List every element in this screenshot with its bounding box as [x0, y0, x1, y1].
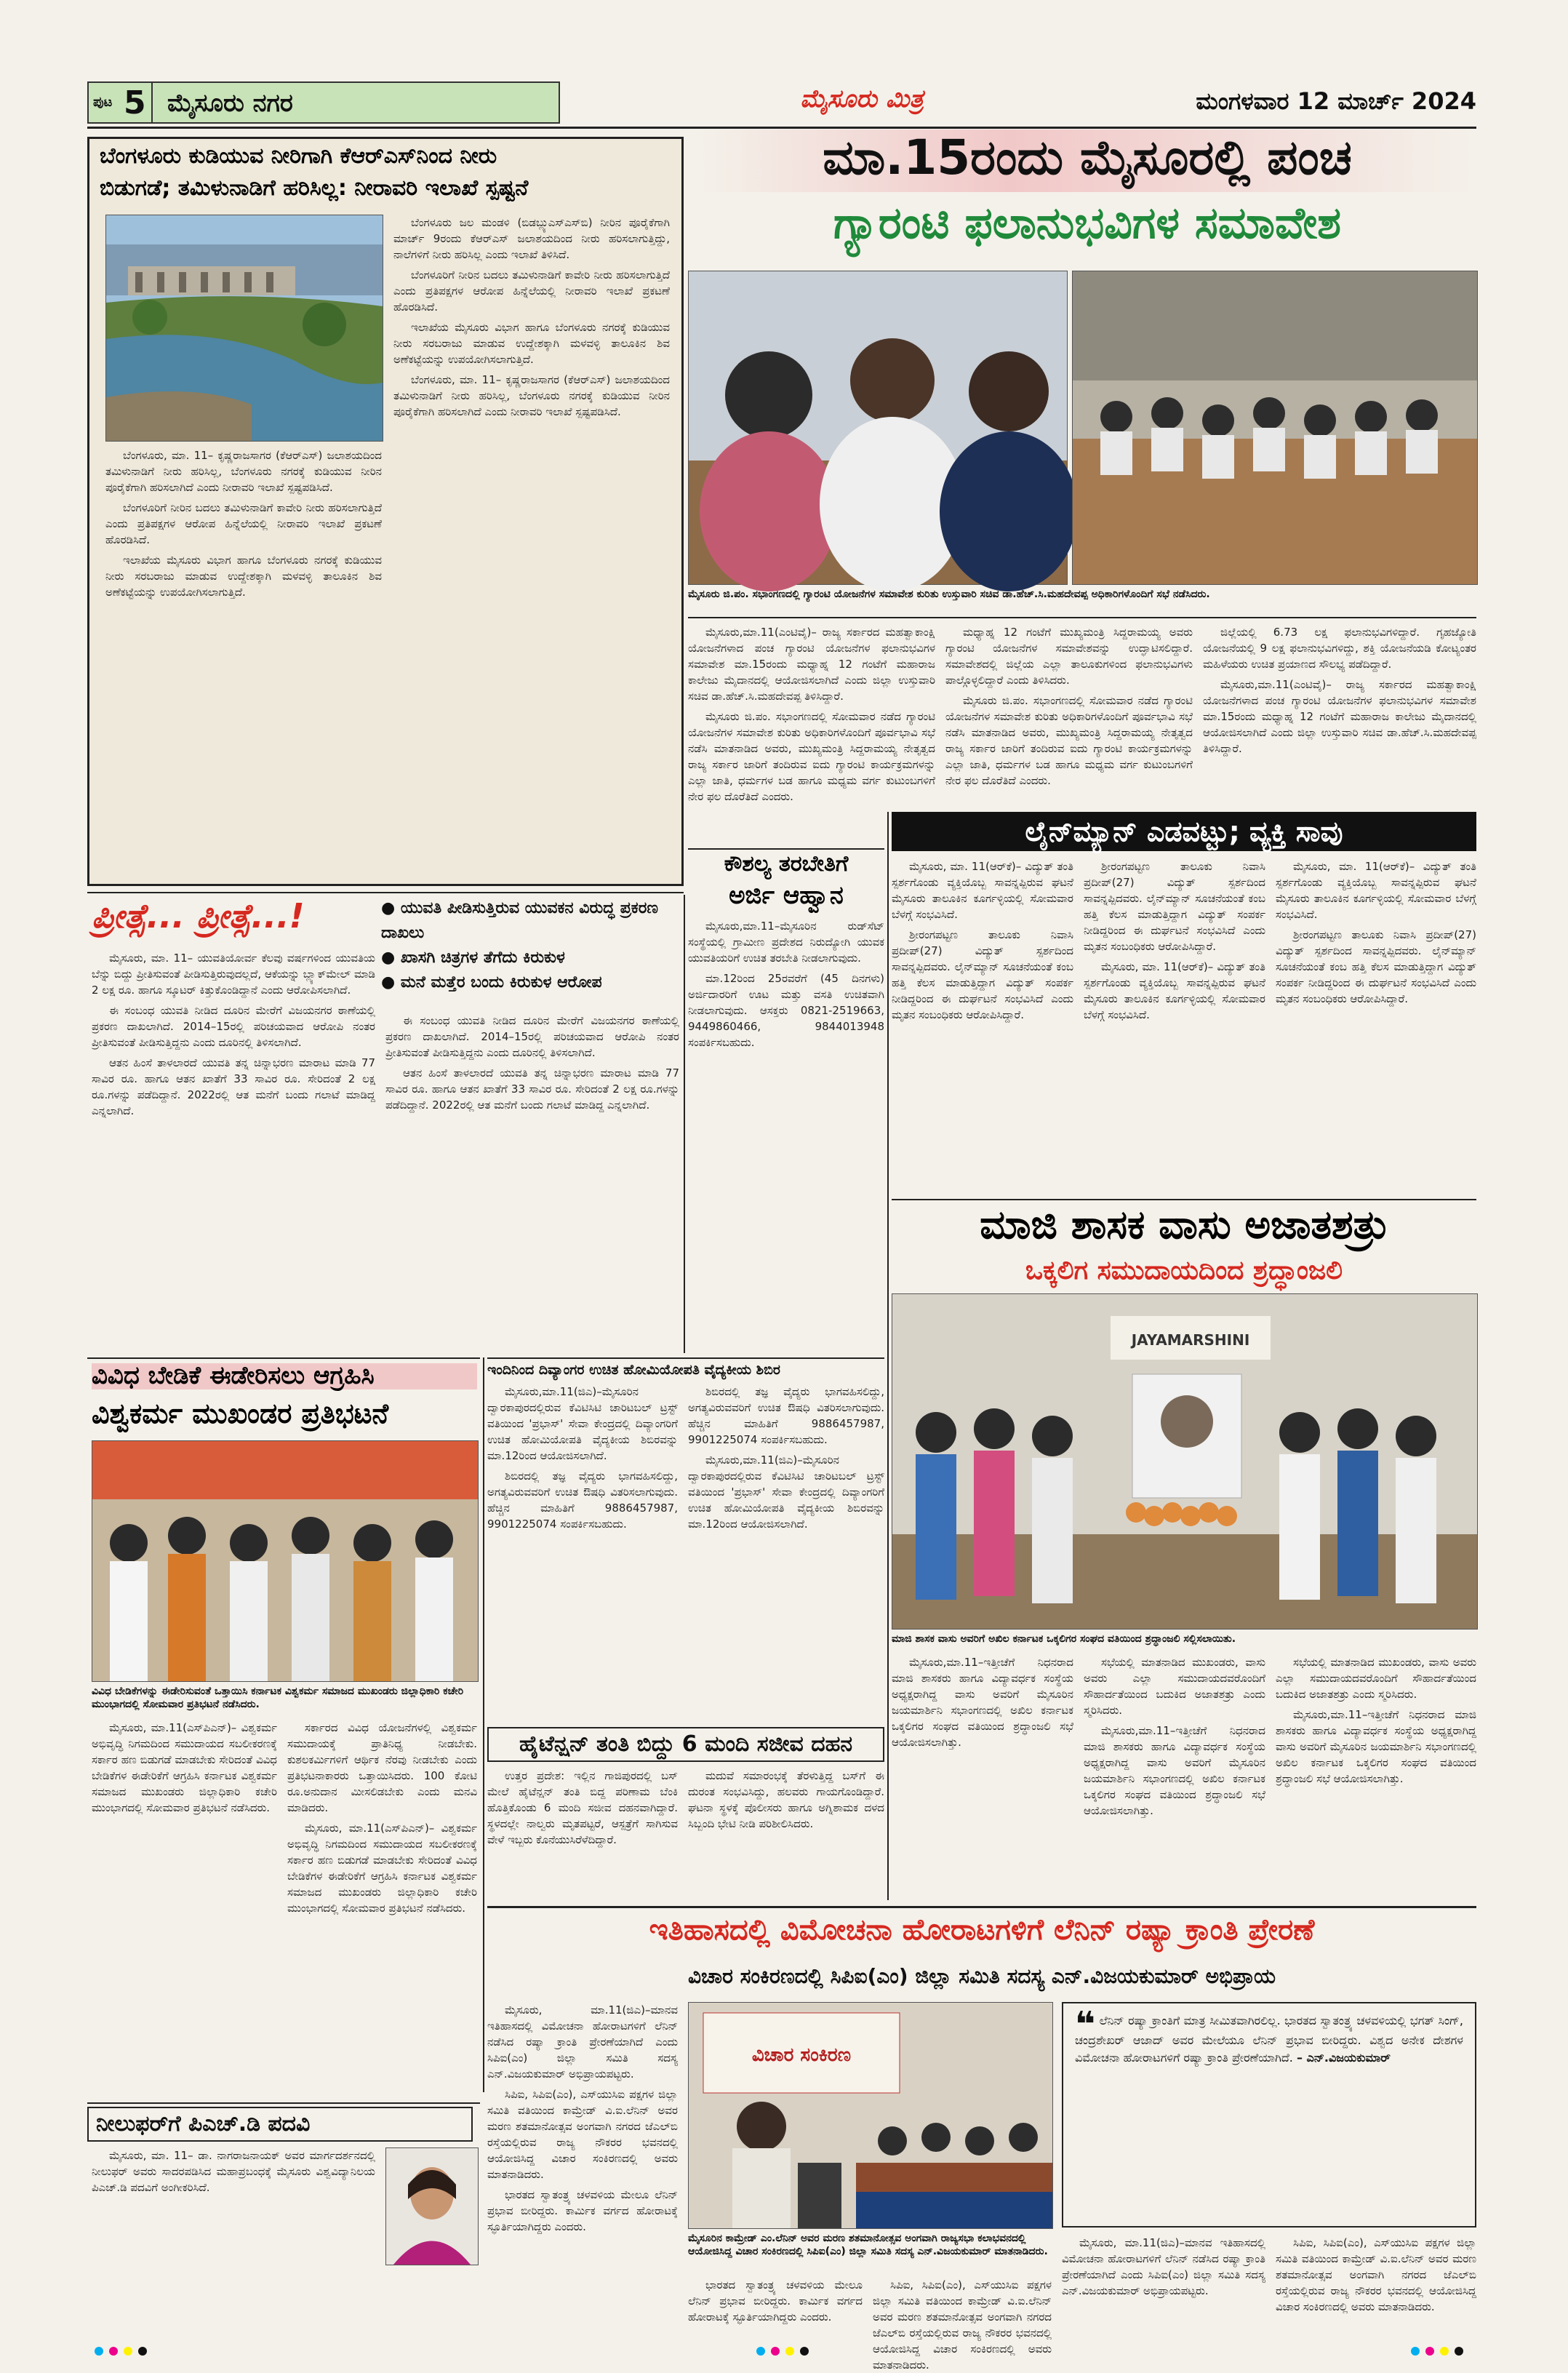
registration-mark-black — [800, 2347, 809, 2356]
header-rule — [87, 127, 1476, 129]
vishwakarma-headline-line1: ವಿವಿಧ ಬೇಡಿಕೆ ಈಡೇರಿಸಲು ಆಗ್ರಹಿಸಿ — [92, 1363, 477, 1389]
registration-mark-yellow — [785, 2347, 794, 2356]
phd-top-rule — [87, 2102, 480, 2104]
registration-mark-magenta — [1425, 2347, 1434, 2356]
hightension-headline-text: ಹೈಟೆನ್ಷನ್ ತಂತಿ ಬಿದ್ದು 6 ಮಂದಿ ಸಜೀವ ದಹನ — [519, 1731, 853, 1757]
vishwakarma-paragraph: ಮೈಸೂರು, ಮಾ.11(ಎಸ್‌ಪಿಎನ್)– ವಿಶ್ವಕರ್ಮ ಅಭಿವೃದ್ಧಿ ನಿಗಮದಿಂದ ಸಮುದಾಯದ ಸಬಲೀಕರಣಕ್ಕೆ ಸರ್ಕಾರ ಹಣ ಬಿಡುಗಡೆ ಮಾಡಬೇಕು ಸೇರಿದಂತೆ ವಿವಿಧ ಬೇಡಿಕೆಗಳ ಈಡೇರಿಕೆಗೆ ಆಗ್ರಹಿಸಿ ಕರ್ನಾಟಕ ವಿಶ್ವಕರ್ಮ ಸಮಾಜದ ಮುಖಂಡರು ಜಿಲ್ಲಾಧಿಕಾರಿ ಕಚೇರಿ ಮುಂಭಾಗದಲ್ಲಿ ಸೋಮವಾರ ಪ್ರತಿಭಟನೆ ನಡೆಸಿದರು. — [92, 1721, 277, 1814]
kaushalya-headline-line2: ಅರ್ಜಿ ಆಹ್ವಾನ — [729, 881, 844, 910]
homeo-paragraph: ಮೈಸೂರು,ಮಾ.11(ಜಿಎ)–ಮೈಸೂರಿನ ದ್ವಾರಕಾಪುರದಲ್ಲಿರುವ ಕೆವಿಟಿಸಿಟಿ ಚಾರಿಟಬಲ್ ಟ್ರಸ್ಟ್ ವತಿಯಿಂದ 'ಪ್ರಭಾಸ್' ಸೇವಾ ಕೇಂದ್ರದಲ್ಲಿ ದಿವ್ಯಾಂಗರಿಗೆ ಉಚಿತ ಹೋಮಿಯೋಪತಿ ವೈದ್ಯಕೀಯ ಶಿಬಿರವನ್ನು ಮಾ.12ರಿಂದ ಆಯೋಜಿಸಲಾಗಿದೆ. — [487, 1385, 678, 1462]
phd-portrait-photo — [385, 2147, 479, 2265]
lenin-col1 — [487, 2002, 678, 2329]
hightension-headline — [487, 1727, 884, 1762]
preethse-paragraph: ಮೈಸೂರು, ಮಾ. 11– ಯುವತಿಯೋರ್ವ ಕೆಲವು ವರ್ಷಗಳಿಂದ ಯುವತಿಯ ಬೆನ್ನು ಬಿದ್ದು ಪ್ರೀತಿಸುವಂತೆ ಪೀಡಿಸುತ್ತಿರುವುದಲ್ಲದೆ, ಆಕೆಯನ್ನು ಬ್ಲ್ಯಾಕ್‌ಮೇಲ್ ಮಾಡಿ 2 ಲಕ್ಷ ರೂ. ಹಾಗೂ ಸ್ಕೂಟರ್ ಕಿತ್ತುಕೊಂಡಿದ್ದಾನೆ ಎಂದು ಆರೋಪಿಸಲಾಗಿದೆ. — [92, 952, 375, 997]
registration-mark-cyan — [95, 2347, 103, 2356]
vishwakarma-caption: ವಿವಿಧ ಬೇಡಿಕೆಗಳನ್ನು ಈಡೇರಿಸುವಂತೆ ಒತ್ತಾಯಿಸಿ ಕರ್ನಾಟಕ ವಿಶ್ವಕರ್ಮ ಸಮಾಜದ ಮುಖಂಡರು ಜಿಲ್ಲಾಧಿಕಾರಿ ಕಚೇರಿ ಮುಂಭಾಗದಲ್ಲಿ ಸೋಮವಾರ ಪ್ರತಿಭಟನೆ ನಡೆಸಿದರು. — [92, 1686, 464, 1710]
preethse-col2 — [385, 1013, 679, 1350]
lenin-quote: ಲೆನಿನ್ ರಷ್ಯಾ ಕ್ರಾಂತಿಗೆ ಮಾತ್ರ ಸೀಮಿತವಾಗಿರಲಿಲ್ಲ. ಭಾರತದ ಸ್ವಾತಂತ್ರ್ಯ ಚಳವಳಿಯಲ್ಲಿ ಭಗತ್ ಸಿಂಗ್, ಚಂದ್ರಶೇಖರ್ ಆಜಾದ್ ಅವರ ಮೇಲೆಯೂ ಲೆನಿನ್ ಪ್ರಭಾವ ಬೀರಿದ್ದರು. ವಿಶ್ವದ ಅನೇಕ ದೇಶಗಳ ವಿಮೋಚನಾ ಹೋರಾಟಗಳಿಗೆ ರಷ್ಯಾ ಕ್ರಾಂತಿ ಪ್ರೇರಣೆಯಾಗಿದೆ. — [1075, 2014, 1463, 2065]
preethse-paragraph: ಆತನ ಹಿಂಸೆ ತಾಳಲಾರದೆ ಯುವತಿ ತನ್ನ ಚಿನ್ನಾಭರಣ ಮಾರಾಟ ಮಾಡಿ 77 ಸಾವಿರ ರೂ. ಹಾಗೂ ಆತನ ಖಾತೆಗೆ 33 ಸಾವಿರ ರೂ. ಸೇರಿದಂತೆ 2 ಲಕ್ಷ ರೂ.ಗಳನ್ನು ಪಡೆದಿದ್ದಾನೆ. 2022ರಲ್ಲಿ ಆತ ಮನೆಗೆ ಬಂದು ಗಲಾಟೆ ಮಾಡಿದ್ದ ಎನ್ನಲಾಗಿದೆ. — [385, 1066, 679, 1112]
section-bar — [153, 81, 560, 124]
lenin-quote-author: – ಎನ್.ವಿಜಯಕುಮಾರ್ — [1296, 2051, 1391, 2065]
vishwakarma-protest-photo — [92, 1440, 479, 1682]
section-title: ಮೈಸೂರು ನಗರ — [167, 89, 293, 118]
phd-paragraph: ಮೈಸೂರು, ಮಾ. 11– ಡಾ. ನಾಗರಾಜನಾಯಕ್ ಅವರ ಮಾರ್ಗದರ್ಶನದಲ್ಲಿ ನೀಲುಫರ್ ಅವರು ಸಾದರಪಡಿಸಿದ ಮಹಾಪ್ರಬಂಧಕ್ಕೆ ಮೈಸೂರು ವಿಶ್ವವಿದ್ಯಾನಿಲಯ ಪಿಎಚ್.ಡಿ ಪದವಿಗೆ ಅಂಗೀಕರಿಸಿದೆ. — [92, 2149, 375, 2194]
lenin-col2 — [688, 2277, 863, 2347]
krs-paragraph: ಬೆಂಗಳೂರು, ಮಾ. 11– ಕೃಷ್ಣರಾಜಸಾಗರ (ಕೆಆರ್‌ಎಸ್) ಜಲಾಶಯದಿಂದ ತಮಿಳುನಾಡಿಗೆ ನೀರು ಹರಿಸಿಲ್ಲ, ಬೆಂಗಳೂರು ನಗರಕ್ಕೆ ಕುಡಿಯುವ ನೀರಿನ ಪೂರೈಕೆಗಾಗಿ ಹರಿಸಲಾಗಿದೆ ಎಂದು ನೀರಾವರಿ ಇಲಾಖೆ ಸ್ಪಷ್ಟಪಡಿಸಿದೆ. — [105, 449, 382, 494]
lenin-col4 — [1062, 2235, 1265, 2347]
preethse-bullet: ● ಮನೆ ಮತ್ತೆರ ಬಂದು ಕಿರುಕುಳ ಆರೋಪ — [381, 973, 602, 992]
vasu-photo-sign: JAYAMARSHINI — [1131, 1331, 1250, 1349]
guarantee-paragraph: ಮೈಸೂರು,ಮಾ.11(ಎಂಟಿವೈ)– ರಾಜ್ಯ ಸರ್ಕಾರದ ಮಹತ್ವಾಕಾಂಕ್ಷಿ ಯೋಜನೆಗಳಾದ ಪಂಚ ಗ್ಯಾರಂಟಿ ಯೋಜನೆಗಳ ಫಲಾನುಭವಿಗಳ ಸಮಾವೇಶ ಮಾ.15ರಂದು ಮಧ್ಯಾಹ್ನ 12 ಗಂಟೆಗೆ ಮಹಾರಾಜ ಕಾಲೇಜು ಮೈದಾನದಲ್ಲಿ ಆಯೋಜಿಸಲಾಗಿದೆ ಎಂದು ಜಿಲ್ಲಾ ಉಸ್ತುವಾರಿ ಸಚಿವ ಡಾ.ಹೆಚ್.ಸಿ.ಮಹದೇವಪ್ಪ ತಿಳಿಸಿದ್ದಾರೆ. — [1203, 678, 1476, 755]
lenin-paragraph: ಮೈಸೂರು, ಮಾ.11(ಜಿಎ)–ಮಾನವ ಇತಿಹಾಸದಲ್ಲಿ ವಿಮೋಚನಾ ಹೋರಾಟಗಳಿಗೆ ಲೆನಿನ್ ನಡೆಸಿದ ರಷ್ಯಾ ಕ್ರಾಂತಿ ಪ್ರೇರಣೆಯಾಗಿದೆ ಎಂದು ಸಿಪಿಐ(ಎಂ) ಜಿಲ್ಲಾ ಸಮಿತಿ ಸದಸ್ಯ ಎನ್.ವಿಜಯಕುಮಾರ್ ಅಭಿಪ್ರಾಯಪಟ್ಟರು. — [487, 2003, 678, 2081]
kaushalya-headline-line1: ಕೌಶಲ್ಯ ತರಬೇತಿಗೆ — [724, 851, 849, 877]
registration-mark-yellow — [1440, 2347, 1449, 2356]
guarantee-paragraph: ಮೈಸೂರು ಜಿ.ಪಂ. ಸಭಾಂಗಣದಲ್ಲಿ ಸೋಮವಾರ ನಡೆದ ಗ್ಯಾರಂಟಿ ಯೋಜನೆಗಳ ಸಮಾವೇಶ ಕುರಿತು ಅಧಿಕಾರಿಗಳೊಂದಿಗೆ ಪೂರ್ವಭಾವಿ ಸಭೆ ನಡೆಸಿ ಮಾತನಾಡಿದ ಅವರು, ಮುಖ್ಯಮಂತ್ರಿ ಸಿದ್ದರಾಮಯ್ಯ ನೇತೃತ್ವದ ರಾಜ್ಯ ಸರ್ಕಾರ ಜಾರಿಗೆ ತಂದಿರುವ ಐದು ಗ್ಯಾರಂಟಿ ಕಾರ್ಯಕ್ರಮಗಳನ್ನು ಎಲ್ಲಾ ಜಾತಿ, ಧರ್ಮಗಳ ಬಡ ಹಾಗೂ ಮಧ್ಯಮ ವರ್ಗ ಕುಟುಂಬಗಳಿಗೆ ನೇರ ಫಲ ದೊರೆತಿದೆ ಎಂದರು. — [688, 710, 935, 803]
vasu-paragraph: ಸಭೆಯಲ್ಲಿ ಮಾತನಾಡಿದ ಮುಖಂಡರು, ವಾಸು ಅವರು ಎಲ್ಲಾ ಸಮುದಾಯದವರೊಂದಿಗೆ ಸೌಹಾರ್ದತೆಯಿಂದ ಬದುಕಿದ ಅಜಾತಶತ್ರು ಎಂದು ಸ್ಮರಿಸಿದರು. — [1276, 1656, 1476, 1701]
lineman-paragraph: ಶ್ರೀರಂಗಪಟ್ಟಣ ತಾಲೂಕು ನಿವಾಸಿ ಪ್ರದೀಪ್(27) ವಿದ್ಯುತ್ ಸ್ಪರ್ಶದಿಂದ ಸಾವನ್ನಪ್ಪಿದವರು. ಲೈನ್‌ಮ್ಯಾನ್ ಸೂಚನೆಯಂತೆ ಕಂಬ ಹತ್ತಿ ಕೆಲಸ ಮಾಡುತ್ತಿದ್ದಾಗ ವಿದ್ಯುತ್ ಸಂಪರ್ಕ ನೀಡಿದ್ದರಿಂದ ಈ ದುರ್ಘಟನೆ ಸಂಭವಿಸಿದೆ ಎಂದು ಮೃತನ ಸಂಬಂಧಿಕರು ಆರೋಪಿಸಿದ್ದಾರೆ. — [1084, 860, 1265, 953]
vishwakarma-paragraph: ಸರ್ಕಾರದ ವಿವಿಧ ಯೋಜನೆಗಳಲ್ಲಿ ವಿಶ್ವಕರ್ಮ ಸಮುದಾಯಕ್ಕೆ ಪ್ರಾತಿನಿಧ್ಯ ನೀಡಬೇಕು. ಕುಶಲಕರ್ಮಿಗಳಿಗೆ ಆರ್ಥಿಕ ನೆರವು ನೀಡಬೇಕು ಎಂದು ಪ್ರತಿಭಟನಾಕಾರರು ಒತ್ತಾಯಿಸಿದರು. 100 ಕೋಟಿ ರೂ.ಅನುದಾನ ಮೀಸಲಿಡಬೇಕು ಎಂದು ಮನವಿ ಮಾಡಿದರು. — [287, 1721, 477, 1814]
masthead: ಮೈಸೂರು ಮಿತ್ರ — [800, 84, 924, 113]
krs-headline-line1: ಬೆಂಗಳೂರು ಕುಡಿಯುವ ನೀರಿಗಾಗಿ ಕೆಆರ್‌ಎಸ್‌ನಿಂದ ನೀರು — [100, 143, 497, 169]
dam-river-photo — [105, 215, 383, 442]
krs-paragraph: ಇಲಾಖೆಯ ಮೈಸೂರು ವಿಭಾಗ ಹಾಗೂ ಬೆಂಗಳೂರು ನಗರಕ್ಕೆ ಕುಡಿಯುವ ನೀರು ಸರಬರಾಜು ಮಾಡುವ ಉದ್ದೇಶಕ್ಕಾಗಿ ಮಳವಳ್ಳಿ ತಾಲೂಕಿನ ಶಿವ ಅಣೆಕಟ್ಟೆಯನ್ನು ಉಪಯೋಗಿಸಲಾಗುತ್ತಿದೆ. — [393, 321, 670, 366]
vishwakarma-col1 — [92, 1720, 277, 2098]
krs-paragraph: ಇಲಾಖೆಯ ಮೈಸೂರು ವಿಭಾಗ ಹಾಗೂ ಬೆಂಗಳೂರು ನಗರಕ್ಕೆ ಕುಡಿಯುವ ನೀರು ಸರಬರಾಜು ಮಾಡುವ ಉದ್ದೇಶಕ್ಕಾಗಿ ಮಳವಳ್ಳಿ ತಾಲೂಕಿನ ಶಿವ ಅಣೆಕಟ್ಟೆಯನ್ನು ಉಪಯೋಗಿಸಲಾಗುತ್ತಿದೆ. — [105, 554, 382, 599]
guarantee-caption-rule — [688, 617, 1476, 618]
lenin-col5 — [1276, 2235, 1476, 2347]
lineman-col2 — [1084, 858, 1265, 1193]
preethse-paragraph: ಈ ಸಂಬಂಧ ಯುವತಿ ನೀಡಿದ ದೂರಿನ ಮೇರೆಗೆ ವಿಜಯನಗರ ಠಾಣೆಯಲ್ಲಿ ಪ್ರಕರಣ ದಾಖಲಾಗಿದೆ. 2014–15ರಲ್ಲಿ ಪರಿಚಯವಾದ ಆರೋಪಿ ನಂತರ ಪ್ರೀತಿಸುವಂತೆ ಪೀಡಿಸುತ್ತಿದ್ದನು ಎಂದು ದೂರಿನಲ್ಲಿ ತಿಳಿಸಲಾಗಿದೆ. — [92, 1004, 375, 1049]
phd-headline: ನೀಲುಫರ್‌ಗೆ ಪಿಎಚ್.ಡಿ ಪದವಿ — [87, 2107, 473, 2142]
lenin-seminar-photo — [688, 2002, 1053, 2229]
vasu-col1 — [892, 1654, 1073, 1894]
bullet-text: ಯುವತಿ ಪೀಡಿಸುತ್ತಿರುವ ಯುವಕನ ವಿರುದ್ಧ ಪ್ರಕರಣ ದಾಖಲು — [381, 899, 658, 942]
bullet-text: ಮನೆ ಮತ್ತೆರ ಬಂದು ಕಿರುಕುಳ ಆರೋಪ — [400, 973, 602, 992]
homeo-paragraph: ಶಿಬಿರದಲ್ಲಿ ತಜ್ಞ ವೈದ್ಯರು ಭಾಗವಹಿಸಲಿದ್ದು, ಅಗತ್ಯವಿರುವವರಿಗೆ ಉಚಿತ ಔಷಧಿ ವಿತರಿಸಲಾಗುವುದು. ಹೆಚ್ಚಿನ ಮಾಹಿತಿಗೆ 9886457987, 9901225074 ಸಂಪರ್ಕಿಸಬಹುದು. — [487, 1469, 678, 1531]
vasu-col2 — [1084, 1654, 1265, 1894]
preethse-paragraph: ಈ ಸಂಬಂಧ ಯುವತಿ ನೀಡಿದ ದೂರಿನ ಮೇರೆಗೆ ವಿಜಯನಗರ ಠಾಣೆಯಲ್ಲಿ ಪ್ರಕರಣ ದಾಖಲಾಗಿದೆ. 2014–15ರಲ್ಲಿ ಪರಿಚಯವಾದ ಆರೋಪಿ ನಂತರ ಪ್ರೀತಿಸುವಂತೆ ಪೀಡಿಸುತ್ತಿದ್ದನು ಎಂದು ದೂರಿನಲ್ಲಿ ತಿಳಿಸಲಾಗಿದೆ. — [385, 1014, 679, 1059]
page-label: ಪುಟ — [93, 95, 113, 110]
hightension-paragraph: ಮದುವೆ ಸಮಾರಂಭಕ್ಕೆ ತೆರಳುತ್ತಿದ್ದ ಬಸ್‌ಗೆ ಈ ದುರಂತ ಸಂಭವಿಸಿದ್ದು, ಹಲವರು ಗಾಯಗೊಂಡಿದ್ದಾರೆ. ಘಟನಾ ಸ್ಥಳಕ್ಕೆ ಪೊಲೀಸರು ಹಾಗೂ ಅಗ್ನಿಶಾಮಕ ದಳದ ಸಿಬ್ಬಂದಿ ಭೇಟಿ ನೀಡಿ ಪರಿಶೀಲಿಸಿದರು. — [688, 1769, 884, 1830]
lineman-paragraph: ಮೈಸೂರು, ಮಾ. 11(ಆರ್‌ಕೆ)– ವಿದ್ಯುತ್ ತಂತಿ ಸ್ಪರ್ಶಗೊಂಡು ವ್ಯಕ್ತಿಯೊಬ್ಬ ಸಾವನ್ನಪ್ಪಿರುವ ಘಟನೆ ಮೈಸೂರು ತಾಲೂಕಿನ ಕೂರ್ಗಳ್ಳಿಯಲ್ಲಿ ಸೋಮವಾರ ಬೆಳಗ್ಗೆ ಸಂಭವಿಸಿದೆ. — [1084, 960, 1265, 1021]
lenin-headline: ಇತಿಹಾಸದಲ್ಲಿ ವಿಮೋಚನಾ ಹೋರಾಟಗಳಿಗೆ ಲೆನಿನ್ ರಷ್ಯಾ ಕ್ರಾಂತಿ ಪ್ರೇರಣೆ — [649, 1913, 1315, 1947]
lineman-paragraph: ಶ್ರೀರಂಗಪಟ್ಟಣ ತಾಲೂಕು ನಿವಾಸಿ ಪ್ರದೀಪ್(27) ವಿದ್ಯುತ್ ಸ್ಪರ್ಶದಿಂದ ಸಾವನ್ನಪ್ಪಿದವರು. ಲೈನ್‌ಮ್ಯಾನ್ ಸೂಚನೆಯಂತೆ ಕಂಬ ಹತ್ತಿ ಕೆಲಸ ಮಾಡುತ್ತಿದ್ದಾಗ ವಿದ್ಯುತ್ ಸಂಪರ್ಕ ನೀಡಿದ್ದರಿಂದ ಈ ದುರ್ಘಟನೆ ಸಂಭವಿಸಿದೆ ಎಂದು ಮೃತನ ಸಂಬಂಧಿಕರು ಆರೋಪಿಸಿದ್ದಾರೆ. — [1276, 928, 1476, 1005]
kaushalya-paragraph: ಮೈಸೂರು,ಮಾ.11–ಮೈಸೂರಿನ ರುಡ್‌ಸೆಟ್ ಸಂಸ್ಥೆಯಲ್ಲಿ ಗ್ರಾಮೀಣ ಪ್ರದೇಶದ ನಿರುದ್ಯೋಗಿ ಯುವಕ ಯುವತಿಯರಿಗೆ ಉಚಿತ ತರಬೇತಿ ನೀಡಲಾಗುವುದು. — [688, 920, 884, 965]
registration-mark-black — [138, 2347, 147, 2356]
preethse-headline: ಪ್ರೀತ್ಸೆ... ಪ್ರೀತ್ಸೆ...! — [92, 896, 305, 936]
krs-paragraph: ಬೆಂಗಳೂರಿಗೆ ನೀರಿನ ಬದಲು ತಮಿಳುನಾಡಿಗೆ ಕಾವೇರಿ ನೀರು ಹರಿಸಲಾಗುತ್ತಿದೆ ಎಂದು ಪ್ರತಿಪಕ್ಷಗಳ ಆರೋಪ ಹಿನ್ನೆಲೆಯಲ್ಲಿ ನೀರಾವರಿ ಇಲಾಖೆ ಪ್ರಕಟಣೆ ಹೊರಡಿಸಿದೆ. — [393, 268, 670, 314]
lenin-banner-text: ವಿಚಾರ ಸಂಕಿರಣ — [751, 2044, 852, 2066]
homeo-col2 — [688, 1384, 884, 1721]
guarantee-paragraph: ಮೈಸೂರು,ಮಾ.11(ಎಂಟಿವೈ)– ರಾಜ್ಯ ಸರ್ಕಾರದ ಮಹತ್ವಾಕಾಂಕ್ಷಿ ಯೋಜನೆಗಳಾದ ಪಂಚ ಗ್ಯಾರಂಟಿ ಯೋಜನೆಗಳ ಫಲಾನುಭವಿಗಳ ಸಮಾವೇಶ ಮಾ.15ರಂದು ಮಧ್ಯಾಹ್ನ 12 ಗಂಟೆಗೆ ಮಹಾರಾಜ ಕಾಲೇಜು ಮೈದಾನದಲ್ಲಿ ಆಯೋಜಿಸಲಾಗಿದೆ ಎಂದು ಜಿಲ್ಲಾ ಉಸ್ತುವಾರಿ ಸಚಿವ ಡಾ.ಹೆಚ್.ಸಿ.ಮಹದೇವಪ್ಪ ತಿಳಿಸಿದ್ದಾರೆ. — [688, 626, 935, 703]
krs-paragraph: ಬೆಂಗಳೂರಿಗೆ ನೀರಿನ ಬದಲು ತಮಿಳುನಾಡಿಗೆ ಕಾವೇರಿ ನೀರು ಹರಿಸಲಾಗುತ್ತಿದೆ ಎಂದು ಪ್ರತಿಪಕ್ಷಗಳ ಆರೋಪ ಹಿನ್ನೆಲೆಯಲ್ಲಿ ನೀರಾವರಿ ಇಲಾಖೆ ಪ್ರಕಟಣೆ ಹೊರಡಿಸಿದೆ. — [105, 501, 382, 546]
vasu-paragraph: ಸಭೆಯಲ್ಲಿ ಮಾತನಾಡಿದ ಮುಖಂಡರು, ವಾಸು ಅವರು ಎಲ್ಲಾ ಸಮುದಾಯದವರೊಂದಿಗೆ ಸೌಹಾರ್ದತೆಯಿಂದ ಬದುಕಿದ ಅಜಾತಶತ್ರು ಎಂದು ಸ್ಮರಿಸಿದರು. — [1084, 1656, 1265, 1717]
vasu-col3 — [1276, 1654, 1476, 1894]
lenin-col3 — [873, 2277, 1052, 2372]
phd-body — [92, 2147, 375, 2322]
page-date: ಮಂಗಳವಾರ 12 ಮಾರ್ಚ್ 2024 — [1196, 87, 1476, 115]
preethse-bullet: ● ಯುವತಿ ಪೀಡಿಸುತ್ತಿರುವ ಯುವಕನ ವಿರುದ್ಧ ಪ್ರಕರಣ ದಾಖಲು — [381, 899, 658, 942]
hightension-col1 — [487, 1768, 678, 1899]
lineman-col3 — [1276, 858, 1476, 1193]
lenin-caption: ಮೈಸೂರಿನ ಕಾಮ್ರೇಡ್ ಎಂ.ಲೆನಿನ್ ಅವರ ಮರಣ ಶತಮಾನೋತ್ಸವ ಅಂಗವಾಗಿ ರಾಜ್ಯಸಭಾ ಕಲಾಭವನದಲ್ಲಿ ಆಯೋಜಿಸಿದ್ದ ವಿಚಾರ ಸಂಕಿರಣದಲ್ಲಿ ಸಿಪಿಐ(ಎಂ) ಜಿಲ್ಲಾ ಸಮಿತಿ ಸದಸ್ಯ ಎನ್.ವಿಜಯಕುಮಾರ್ ಮಾತನಾಡಿದರು. — [688, 2233, 1048, 2257]
homeo-paragraph: ಶಿಬಿರದಲ್ಲಿ ತಜ್ಞ ವೈದ್ಯರು ಭಾಗವಹಿಸಲಿದ್ದು, ಅಗತ್ಯವಿರುವವರಿಗೆ ಉಚಿತ ಔಷಧಿ ವಿತರಿಸಲಾಗುವುದು. ಹೆಚ್ಚಿನ ಮಾಹಿತಿಗೆ 9886457987, 9901225074 ಸಂಪರ್ಕಿಸಬಹುದು. — [688, 1385, 884, 1446]
homeo-top-rule — [487, 1357, 884, 1359]
hightension-paragraph: ಉತ್ತರ ಪ್ರದೇಶ: ಇಲ್ಲಿನ ಗಾಜಿಪುರದಲ್ಲಿ ಬಸ್ ಮೇಲೆ ಹೈಟೆನ್ಷನ್ ತಂತಿ ಬಿದ್ದ ಪರಿಣಾಮ ಬೆಂಕಿ ಹೊತ್ತಿಕೊಂಡು 6 ಮಂದಿ ಸಜೀವ ದಹನವಾಗಿದ್ದಾರೆ. ಸ್ಥಳದಲ್ಲೇ ನಾಲ್ವರು ಮೃತಪಟ್ಟರೆ, ಆಸ್ಪತ್ರೆಗೆ ಸಾಗಿಸುವ ವೇಳೆ ಇಬ್ಬರು ಕೊನೆಯುಸಿರೆಳೆದಿದ್ದಾರೆ. — [487, 1769, 678, 1846]
guarantee-headline-line1: ಮಾ.15ರಂದು ಮೈಸೂರಲ್ಲಿ ಪಂಚ — [698, 129, 1476, 192]
krs-paragraph: ಬೆಂಗಳೂರು ಜಲ ಮಂಡಳಿ (ಬಿಡಬ್ಲ್ಯುಎಸ್‌ಎಸ್‌ಬಿ) ನೀರಿನ ಪೂರೈಕೆಗಾಗಿ ಮಾರ್ಚ್ 9ರಂದು ಕೆಆರ್‌ಎಸ್ ಜಲಾಶಯದಿಂದ ನೀರು ಹರಿಸಲಾಗುತ್ತಿದ್ದು, ನಾಲೆಗಳಿಗೆ ನೀರು ಹರಿಸಿಲ್ಲ ಎಂದು ಇಲಾಖೆ ತಿಳಿಸಿದೆ. — [393, 216, 670, 261]
lenin-paragraph: ಸಿಪಿಐ, ಸಿಪಿಐ(ಎಂ), ಎಸ್‌ಯುಸಿಐ ಪಕ್ಷಗಳ ಜಿಲ್ಲಾ ಸಮಿತಿ ವತಿಯಿಂದ ಕಾಮ್ರೇಡ್ ವಿ.ಐ.ಲೆನಿನ್ ಅವರ ಮರಣ ಶತಮಾನೋತ್ಸವ ಅಂಗವಾಗಿ ನಗರದ ಜೆಎಲ್‌ಬಿ ರಸ್ತೆಯಲ್ಲಿರುವ ರಾಜ್ಯ ನೌಕರರ ಭವನದಲ್ಲಿ ಆಯೋಜಿಸಿದ್ದ ವಿಚಾರ ಸಂಕಿರಣದಲ್ಲಿ ಅವರು ಮಾತನಾಡಿದರು. — [1276, 2236, 1476, 2313]
registration-mark-cyan — [1411, 2347, 1420, 2356]
divider-right-vertical — [887, 812, 889, 1900]
vishwakarma-headline-line2: ವಿಶ್ವಕರ್ಮ ಮುಖಂಡರ ಪ್ರತಿಭಟನೆ — [92, 1397, 389, 1429]
guarantee-headline-line2: ಗ್ಯಾರಂಟಿ ಫಲಾನುಭವಿಗಳ ಸಮಾವೇಶ — [833, 198, 1342, 249]
vasu-top-rule — [892, 1199, 1476, 1200]
lineman-col1 — [892, 858, 1073, 1193]
guarantee-photo-right — [1072, 271, 1478, 585]
registration-mark-magenta — [771, 2347, 780, 2356]
page-number: 5 — [124, 84, 146, 121]
lineman-paragraph: ಮೈಸೂರು, ಮಾ. 11(ಆರ್‌ಕೆ)– ವಿದ್ಯುತ್ ತಂತಿ ಸ್ಪರ್ಶಗೊಂಡು ವ್ಯಕ್ತಿಯೊಬ್ಬ ಸಾವನ್ನಪ್ಪಿರುವ ಘಟನೆ ಮೈಸೂರು ತಾಲೂಕಿನ ಕೂರ್ಗಳ್ಳಿಯಲ್ಲಿ ಸೋಮವಾರ ಬೆಳಗ್ಗೆ ಸಂಭವಿಸಿದೆ. — [892, 860, 1073, 921]
lineman-paragraph: ಶ್ರೀರಂಗಪಟ್ಟಣ ತಾಲೂಕು ನಿವಾಸಿ ಪ್ರದೀಪ್(27) ವಿದ್ಯುತ್ ಸ್ಪರ್ಶದಿಂದ ಸಾವನ್ನಪ್ಪಿದವರು. ಲೈನ್‌ಮ್ಯಾನ್ ಸೂಚನೆಯಂತೆ ಕಂಬ ಹತ್ತಿ ಕೆಲಸ ಮಾಡುತ್ತಿದ್ದಾಗ ವಿದ್ಯುತ್ ಸಂಪರ್ಕ ನೀಡಿದ್ದರಿಂದ ಈ ದುರ್ಘಟನೆ ಸಂಭವಿಸಿದೆ ಎಂದು ಮೃತನ ಸಂಬಂಧಿಕರು ಆರೋಪಿಸಿದ್ದಾರೆ. — [892, 928, 1073, 1021]
kaushalya-paragraph: ಮಾ.12ರಿಂದ 25ರವರೆಗೆ (45 ದಿನಗಳು) ಅರ್ಜಿದಾರರಿಗೆ ಊಟ ಮತ್ತು ವಸತಿ ಉಚಿತವಾಗಿ ನೀಡಲಾಗುವುದು. ಆಸಕ್ತರು 0821-2519663, 9449860466, 9844013948 ಸಂಪರ್ಕಿಸಬಹುದು. — [688, 972, 884, 1049]
preethse-bullet: ● ಖಾಸಗಿ ಚಿತ್ರಗಳ ತೆಗೆದು ಕಿರುಕುಳ — [381, 949, 565, 967]
krs-headline-line2: ಬಿಡುಗಡೆ; ತಮಿಳುನಾಡಿಗೆ ಹರಿಸಿಲ್ಲ: ನೀರಾವರಿ ಇಲಾಖೆ ಸ್ಪಷ್ಟನೆ — [100, 175, 529, 201]
vasu-caption: ಮಾಜಿ ಶಾಸಕ ವಾಸು ಅವರಿಗೆ ಅಖಿಲ ಕರ್ನಾಟಕ ಒಕ್ಕಲಿಗರ ಸಂಘದ ವತಿಯಿಂದ ಶ್ರದ್ಧಾಂಜಲಿ ಸಲ್ಲಿಸಲಾಯಿತು. — [892, 1633, 1236, 1645]
vasu-paragraph: ಮೈಸೂರು,ಮಾ.11–ಇತ್ತೀಚೆಗೆ ನಿಧನರಾದ ಮಾಜಿ ಶಾಸಕರು ಹಾಗೂ ವಿದ್ಯಾವರ್ಧಕ ಸಂಸ್ಥೆಯ ಅಧ್ಯಕ್ಷರಾಗಿದ್ದ ವಾಸು ಅವರಿಗೆ ಮೈಸೂರಿನ ಜಯಮಾರ್ಶಿನಿ ಸಭಾಂಗಣದಲ್ಲಿ ಅಖಿಲ ಕರ್ನಾಟಕ ಒಕ್ಕಲಿಗರ ಸಂಘದ ವತಿಯಿಂದ ಶ್ರದ್ಧಾಂಜಲಿ ಸಭೆ ಆಯೋಜಿಸಲಾಗಿತ್ತು. — [1084, 1724, 1265, 1817]
registration-mark-magenta — [109, 2347, 118, 2356]
page-label-box — [87, 81, 153, 124]
registration-mark-black — [1455, 2347, 1463, 2356]
preethse-bullets — [381, 896, 679, 1005]
registration-mark-yellow — [124, 2347, 132, 2356]
lenin-paragraph: ಸಿಪಿಐ, ಸಿಪಿಐ(ಎಂ), ಎಸ್‌ಯುಸಿಐ ಪಕ್ಷಗಳ ಜಿಲ್ಲಾ ಸಮಿತಿ ವತಿಯಿಂದ ಕಾಮ್ರೇಡ್ ವಿ.ಐ.ಲೆನಿನ್ ಅವರ ಮರಣ ಶತಮಾನೋತ್ಸವ ಅಂಗವಾಗಿ ನಗರದ ಜೆಎಲ್‌ಬಿ ರಸ್ತೆಯಲ್ಲಿರುವ ರಾಜ್ಯ ನೌಕರರ ಭವನದಲ್ಲಿ ಆಯೋಜಿಸಿದ್ದ ವಿಚಾರ ಸಂಕಿರಣದಲ್ಲಿ ಅವರು ಮಾತನಾಡಿದರು. — [487, 2088, 678, 2181]
krs-body-col2 — [393, 215, 670, 877]
vasu-tribute-photo — [892, 1293, 1478, 1630]
krs-paragraph: ಬೆಂಗಳೂರು, ಮಾ. 11– ಕೃಷ್ಣರಾಜಸಾಗರ (ಕೆಆರ್‌ಎಸ್) ಜಲಾಶಯದಿಂದ ತಮಿಳುನಾಡಿಗೆ ನೀರು ಹರಿಸಿಲ್ಲ, ಬೆಂಗಳೂರು ನಗರಕ್ಕೆ ಕುಡಿಯುವ ನೀರಿನ ಪೂರೈಕೆಗಾಗಿ ಹರಿಸಲಾಗಿದೆ ಎಂದು ನೀರಾವರಿ ಇಲಾಖೆ ಸ್ಪಷ್ಟಪಡಿಸಿದೆ. — [393, 373, 670, 418]
kaushalya-body — [688, 918, 884, 1325]
divider-left-vertical — [483, 1357, 484, 2092]
vasu-paragraph: ಮೈಸೂರು,ಮಾ.11–ಇತ್ತೀಚೆಗೆ ನಿಧನರಾದ ಮಾಜಿ ಶಾಸಕರು ಹಾಗೂ ವಿದ್ಯಾವರ್ಧಕ ಸಂಸ್ಥೆಯ ಅಧ್ಯಕ್ಷರಾಗಿದ್ದ ವಾಸು ಅವರಿಗೆ ಮೈಸೂರಿನ ಜಯಮಾರ್ಶಿನಿ ಸಭಾಂಗಣದಲ್ಲಿ ಅಖಿಲ ಕರ್ನಾಟಕ ಒಕ್ಕಲಿಗರ ಸಂಘದ ವತಿಯಿಂದ ಶ್ರದ್ಧಾಂಜಲಿ ಸಭೆ ಆಯೋಜಿಸಲಾಗಿತ್ತು. — [892, 1656, 1073, 1749]
lenin-paragraph: ಮೈಸೂರು, ಮಾ.11(ಜಿಎ)–ಮಾನವ ಇತಿಹಾಸದಲ್ಲಿ ವಿಮೋಚನಾ ಹೋರಾಟಗಳಿಗೆ ಲೆನಿನ್ ನಡೆಸಿದ ರಷ್ಯಾ ಕ್ರಾಂತಿ ಪ್ರೇರಣೆಯಾಗಿದೆ ಎಂದು ಸಿಪಿಐ(ಎಂ) ಜಿಲ್ಲಾ ಸಮಿತಿ ಸದಸ್ಯ ಎನ್.ವಿಜಯಕುಮಾರ್ ಅಭಿಪ್ರಾಯಪಟ್ಟರು. — [1062, 2236, 1265, 2297]
registration-mark-cyan — [756, 2347, 765, 2356]
guarantee-caption: ಮೈಸೂರು ಜಿ.ಪಂ. ಸಭಾಂಗಣದಲ್ಲಿ ಗ್ಯಾರಂಟಿ ಯೋಜನೆಗಳ ಸಮಾವೇಶ ಕುರಿತು ಉಸ್ತುವಾರಿ ಸಚಿವ ಡಾ.ಹೆಚ್.ಸಿ.ಮಹದೇವಪ್ಪ ಅಧಿಕಾರಿಗಳೊಂದಿಗೆ ಸಭೆ ನಡೆಸಿದರು. — [688, 589, 1210, 600]
guarantee-paragraph: ಜಿಲ್ಲೆಯಲ್ಲಿ 6.73 ಲಕ್ಷ ಫಲಾನುಭವಿಗಳಿದ್ದಾರೆ. ಗೃಹಜ್ಯೋತಿ ಯೋಜನೆಯಲ್ಲಿ 9 ಲಕ್ಷ ಫಲಾನುಭವಿಗಳಿದ್ದು, ಶಕ್ತಿ ಯೋಜನೆಯಡಿ ಕೋಟ್ಯಂತರ ಮಹಿಳೆಯರು ಉಚಿತ ಪ್ರಯಾಣದ ಸೌಲಭ್ಯ ಪಡೆದಿದ್ದಾರೆ. — [1203, 626, 1476, 671]
homeo-paragraph: ಮೈಸೂರು,ಮಾ.11(ಜಿಎ)–ಮೈಸೂರಿನ ದ್ವಾರಕಾಪುರದಲ್ಲಿರುವ ಕೆವಿಟಿಸಿಟಿ ಚಾರಿಟಬಲ್ ಟ್ರಸ್ಟ್ ವತಿಯಿಂದ 'ಪ್ರಭಾಸ್' ಸೇವಾ ಕೇಂದ್ರದಲ್ಲಿ ದಿವ್ಯಾಂಗರಿಗೆ ಉಚಿತ ಹೋಮಿಯೋಪತಿ ವೈದ್ಯಕೀಯ ಶಿಬಿರವನ್ನು ಮಾ.12ರಿಂದ ಆಯೋಜಿಸಲಾಗಿದೆ. — [688, 1453, 884, 1531]
divider-mid-vertical — [684, 895, 685, 1353]
kaushalya-top-rule — [688, 848, 884, 850]
guarantee-photo-left — [688, 271, 1068, 585]
lenin-paragraph: ಭಾರತದ ಸ್ವಾತಂತ್ರ್ಯ ಚಳವಳಿಯ ಮೇಲೂ ಲೆನಿನ್ ಪ್ರಭಾವ ಬೀರಿದ್ದರು. ಕಾರ್ಮಿಕ ವರ್ಗದ ಹೋರಾಟಕ್ಕೆ ಸ್ಫೂರ್ತಿಯಾಗಿದ್ದರು ಎಂದರು. — [487, 2188, 678, 2233]
vasu-paragraph: ಮೈಸೂರು,ಮಾ.11–ಇತ್ತೀಚೆಗೆ ನಿಧನರಾದ ಮಾಜಿ ಶಾಸಕರು ಹಾಗೂ ವಿದ್ಯಾವರ್ಧಕ ಸಂಸ್ಥೆಯ ಅಧ್ಯಕ್ಷರಾಗಿದ್ದ ವಾಸು ಅವರಿಗೆ ಮೈಸೂರಿನ ಜಯಮಾರ್ಶಿನಿ ಸಭಾಂಗಣದಲ್ಲಿ ಅಖಿಲ ಕರ್ನಾಟಕ ಒಕ್ಕಲಿಗರ ಸಂಘದ ವತಿಯಿಂದ ಶ್ರದ್ಧಾಂಜಲಿ ಸಭೆ ಆಯೋಜಿಸಲಾಗಿತ್ತು. — [1276, 1708, 1476, 1785]
lenin-quote-box — [1062, 2002, 1476, 2228]
guarantee-paragraph: ಮಧ್ಯಾಹ್ನ 12 ಗಂಟೆಗೆ ಮುಖ್ಯಮಂತ್ರಿ ಸಿದ್ದರಾಮಯ್ಯ ಅವರು ಗ್ಯಾರಂಟಿ ಯೋಜನೆಗಳ ಸಮಾವೇಶವನ್ನು ಉದ್ಘಾಟಿಸಲಿದ್ದಾರೆ. ಸಮಾವೇಶದಲ್ಲಿ ಜಿಲ್ಲೆಯ ಎಲ್ಲಾ ತಾಲೂಕುಗಳಿಂದ ಫಲಾನುಭವಿಗಳು ಪಾಲ್ಗೊಳ್ಳಲಿದ್ದಾರೆ ಎಂದು ತಿಳಿಸಿದರು. — [945, 626, 1193, 687]
lenin-top-rule — [487, 1906, 1476, 1908]
divider-mid-horizontal — [87, 892, 684, 893]
vishwakarma-top-rule — [87, 1357, 480, 1359]
lenin-subhead: ವಿಚಾರ ಸಂಕಿರಣದಲ್ಲಿ ಸಿಪಿಐ(ಎಂ) ಜಿಲ್ಲಾ ಸಮಿತಿ ಸದಸ್ಯ ಎನ್.ವಿಜಯಕುಮಾರ್ ಅಭಿಪ್ರಾಯ — [688, 1964, 1276, 1988]
guarantee-col1 — [688, 624, 935, 842]
homeo-headline: ಇಂದಿನಿಂದ ದಿವ್ಯಾಂಗರ ಉಚಿತ ಹೋಮಿಯೋಪತಿ ವೈದ್ಯಕೀಯ ಶಿಬಿರ — [487, 1362, 780, 1378]
preethse-col1 — [92, 950, 375, 1350]
krs-story-box — [87, 137, 684, 886]
krs-body-col1 — [105, 447, 382, 877]
lenin-paragraph: ಸಿಪಿಐ, ಸಿಪಿಐ(ಎಂ), ಎಸ್‌ಯುಸಿಐ ಪಕ್ಷಗಳ ಜಿಲ್ಲಾ ಸಮಿತಿ ವತಿಯಿಂದ ಕಾಮ್ರೇಡ್ ವಿ.ಐ.ಲೆನಿನ್ ಅವರ ಮರಣ ಶತಮಾನೋತ್ಸವ ಅಂಗವಾಗಿ ನಗರದ ಜೆಎಲ್‌ಬಿ ರಸ್ತೆಯಲ್ಲಿರುವ ರಾಜ್ಯ ನೌಕರರ ಭವನದಲ್ಲಿ ಆಯೋಜಿಸಿದ್ದ ವಿಚಾರ ಸಂಕಿರಣದಲ್ಲಿ ಅವರು ಮಾತನಾಡಿದರು. — [873, 2278, 1052, 2372]
preethse-paragraph: ಆತನ ಹಿಂಸೆ ತಾಳಲಾರದೆ ಯುವತಿ ತನ್ನ ಚಿನ್ನಾಭರಣ ಮಾರಾಟ ಮಾಡಿ 77 ಸಾವಿರ ರೂ. ಹಾಗೂ ಆತನ ಖಾತೆಗೆ 33 ಸಾವಿರ ರೂ. ಸೇರಿದಂತೆ 2 ಲಕ್ಷ ರೂ.ಗಳನ್ನು ಪಡೆದಿದ್ದಾನೆ. 2022ರಲ್ಲಿ ಆತ ಮನೆಗೆ ಬಂದು ಗಲಾಟೆ ಮಾಡಿದ್ದ ಎನ್ನಲಾಗಿದೆ. — [92, 1056, 375, 1117]
vasu-subhead: ಒಕ್ಕಲಿಗ ಸಮುದಾಯದಿಂದ ಶ್ರದ್ಧಾಂಜಲಿ — [1025, 1256, 1343, 1285]
lineman-headline: ಲೈನ್‌ಮ್ಯಾನ್ ಎಡವಟ್ಟು; ವ್ಯಕ್ತಿ ಸಾವು — [892, 812, 1476, 851]
vasu-headline: ಮಾಜಿ ಶಾಸಕ ವಾಸು ಅಜಾತಶತ್ರು — [980, 1202, 1388, 1248]
vishwakarma-col2 — [287, 1720, 477, 2098]
bullet-text: ಖಾಸಗಿ ಚಿತ್ರಗಳ ತೆಗೆದು ಕಿರುಕುಳ — [400, 949, 565, 967]
lineman-paragraph: ಮೈಸೂರು, ಮಾ. 11(ಆರ್‌ಕೆ)– ವಿದ್ಯುತ್ ತಂತಿ ಸ್ಪರ್ಶಗೊಂಡು ವ್ಯಕ್ತಿಯೊಬ್ಬ ಸಾವನ್ನಪ್ಪಿರುವ ಘಟನೆ ಮೈಸೂರು ತಾಲೂಕಿನ ಕೂರ್ಗಳ್ಳಿಯಲ್ಲಿ ಸೋಮವಾರ ಬೆಳಗ್ಗೆ ಸಂಭವಿಸಿದೆ. — [1276, 860, 1476, 921]
vishwakarma-paragraph: ಮೈಸೂರು, ಮಾ.11(ಎಸ್‌ಪಿಎನ್)– ವಿಶ್ವಕರ್ಮ ಅಭಿವೃದ್ಧಿ ನಿಗಮದಿಂದ ಸಮುದಾಯದ ಸಬಲೀಕರಣಕ್ಕೆ ಸರ್ಕಾರ ಹಣ ಬಿಡುಗಡೆ ಮಾಡಬೇಕು ಸೇರಿದಂತೆ ವಿವಿಧ ಬೇಡಿಕೆಗಳ ಈಡೇರಿಕೆಗೆ ಆಗ್ರಹಿಸಿ ಕರ್ನಾಟಕ ವಿಶ್ವಕರ್ಮ ಸಮಾಜದ ಮುಖಂಡರು ಜಿಲ್ಲಾಧಿಕಾರಿ ಕಚೇರಿ ಮುಂಭಾಗದಲ್ಲಿ ಸೋಮವಾರ ಪ್ರತಿಭಟನೆ ನಡೆಸಿದರು. — [287, 1822, 477, 1915]
guarantee-paragraph: ಮೈಸೂರು ಜಿ.ಪಂ. ಸಭಾಂಗಣದಲ್ಲಿ ಸೋಮವಾರ ನಡೆದ ಗ್ಯಾರಂಟಿ ಯೋಜನೆಗಳ ಸಮಾವೇಶ ಕುರಿತು ಅಧಿಕಾರಿಗಳೊಂದಿಗೆ ಪೂರ್ವಭಾವಿ ಸಭೆ ನಡೆಸಿ ಮಾತನಾಡಿದ ಅವರು, ಮುಖ್ಯಮಂತ್ರಿ ಸಿದ್ದರಾಮಯ್ಯ ನೇತೃತ್ವದ ರಾಜ್ಯ ಸರ್ಕಾರ ಜಾರಿಗೆ ತಂದಿರುವ ಐದು ಗ್ಯಾರಂಟಿ ಕಾರ್ಯಕ್ರಮಗಳನ್ನು ಎಲ್ಲಾ ಜಾತಿ, ಧರ್ಮಗಳ ಬಡ ಹಾಗೂ ಮಧ್ಯಮ ವರ್ಗ ಕುಟುಂಬಗಳಿಗೆ ನೇರ ಫಲ ದೊರೆತಿದೆ ಎಂದರು. — [945, 694, 1193, 787]
quote-mark-icon: ❝ — [1075, 2004, 1096, 2045]
homeo-col1 — [487, 1384, 678, 1721]
hightension-col2 — [688, 1768, 884, 1899]
page-header — [87, 81, 1476, 124]
lenin-paragraph: ಭಾರತದ ಸ್ವಾತಂತ್ರ್ಯ ಚಳವಳಿಯ ಮೇಲೂ ಲೆನಿನ್ ಪ್ರಭಾವ ಬೀರಿದ್ದರು. ಕಾರ್ಮಿಕ ವರ್ಗದ ಹೋರಾಟಕ್ಕೆ ಸ್ಫೂರ್ತಿಯಾಗಿದ್ದರು ಎಂದರು. — [688, 2278, 863, 2324]
